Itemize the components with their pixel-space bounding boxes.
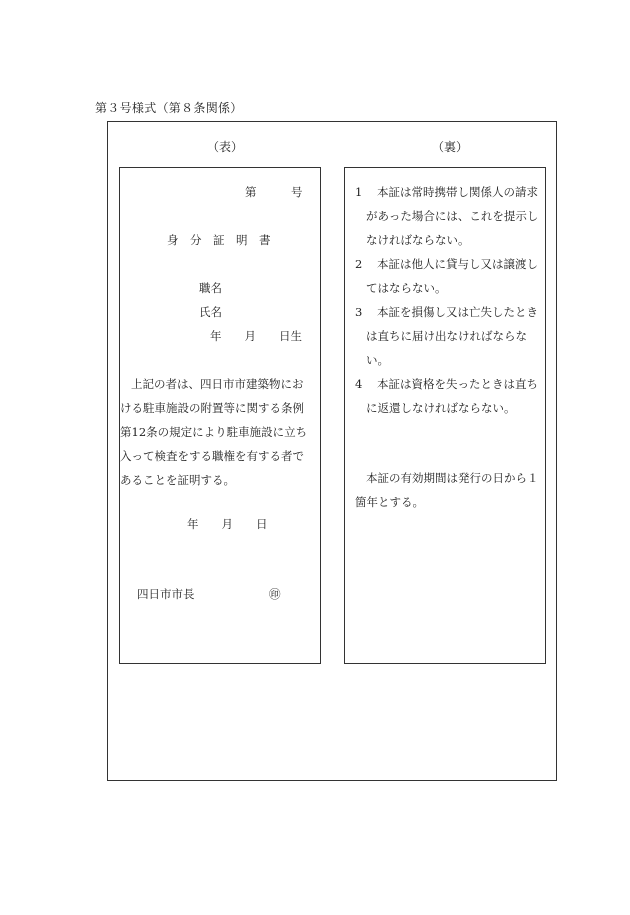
certification-line-5: あることを証明する。	[120, 473, 235, 487]
rule-2-line-2: てはならない。	[366, 281, 447, 295]
rule-1-number: 1	[355, 185, 363, 199]
rule-1-line-3: なければならない。	[366, 233, 470, 247]
certification-line-3: 第12条の規定により駐車施設に立ち	[120, 425, 308, 439]
validity-line-1: 本証の有効期間は発行の日から１	[366, 471, 539, 485]
birth-date-line: 年 月 日生	[210, 329, 302, 343]
rule-1-line-2: があった場合には、これを提示し	[366, 209, 539, 223]
id-card-back	[344, 167, 546, 664]
rule-3-line-2: は直ちに届け出なければならな	[366, 329, 527, 343]
certification-line-2: ける駐車施設の附置等に関する条例	[120, 401, 304, 415]
rule-3-line-1: 本証を損傷し又は亡失したとき	[377, 305, 538, 319]
back-side-label: （裏）	[432, 140, 469, 154]
rule-4-number: 4	[355, 377, 363, 391]
rule-3-line-3: い。	[366, 353, 389, 367]
rule-1-line-1: 本証は常時携帯し関係人の請求	[377, 185, 538, 199]
certification-line-4: 入って検査をする職権を有する者で	[120, 449, 304, 463]
rule-2-line-1: 本証は他人に貸与し又は譲渡し	[377, 257, 538, 271]
card-number-line: 第 号	[245, 185, 303, 199]
form-title: 第３号様式（第８条関係）	[95, 101, 243, 115]
certification-line-1: 上記の者は、四日市市建築物にお	[131, 377, 304, 391]
issuer-name: 四日市市長	[137, 587, 195, 601]
seal-mark: ㊞	[269, 587, 281, 601]
rule-3-number: 3	[355, 305, 363, 319]
validity-line-2: 箇年とする。	[355, 495, 424, 509]
id-card-front	[119, 167, 321, 664]
rule-4-line-1: 本証は資格を失ったときは直ち	[377, 377, 538, 391]
rule-2-number: 2	[355, 257, 363, 271]
position-label: 職名	[199, 281, 222, 295]
card-title: 身 分 証 明 書	[167, 233, 271, 247]
front-side-label: （表）	[207, 140, 244, 154]
issue-date-line: 年 月 日	[187, 517, 268, 531]
name-label: 氏名	[199, 305, 222, 319]
rule-4-line-2: に返還しなければならない。	[366, 401, 516, 415]
